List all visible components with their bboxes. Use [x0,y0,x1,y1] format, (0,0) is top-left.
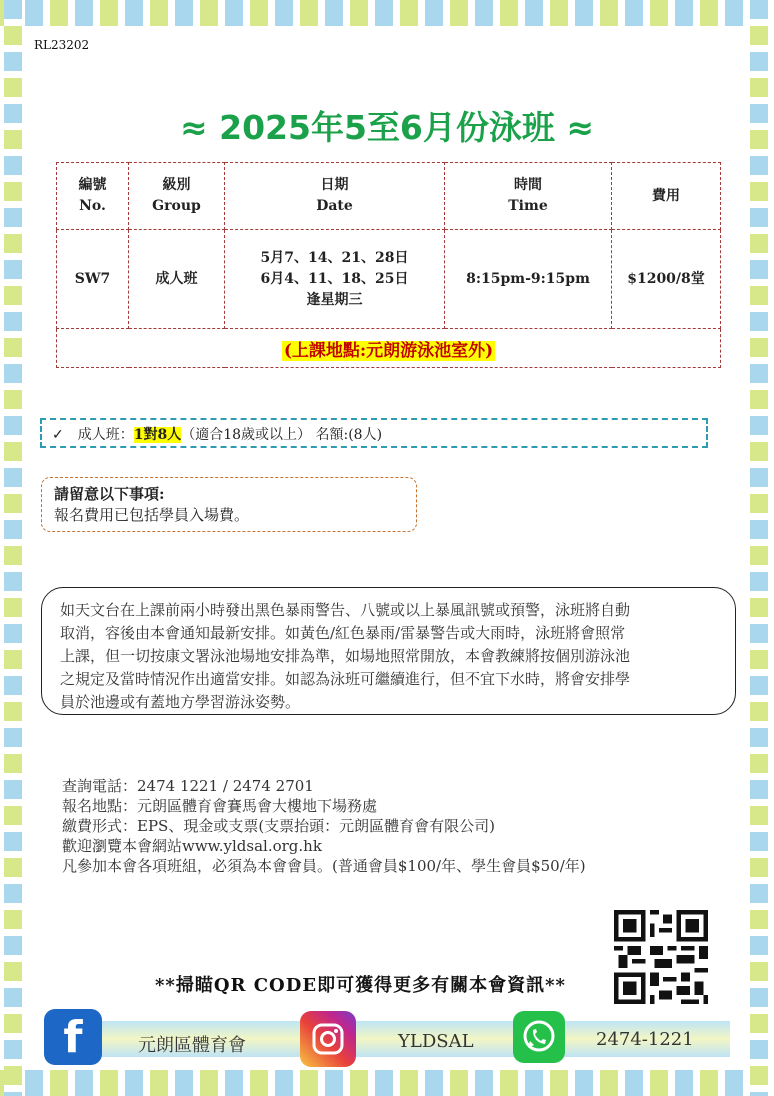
cell-time: 8:15pm-9:15pm [445,230,612,329]
class-info-label: 成人班： [77,427,134,443]
page-title: ≈ 2025年5至6月份泳班 ≈ [179,108,595,147]
header-group-en: Group [152,198,201,214]
document-code: RL23202 [34,38,90,52]
cell-location [57,329,721,368]
header-group-zh: 級別 [162,177,191,193]
checkered-border-left [4,0,22,1096]
weather-line: 如天文台在上課前兩小時發出黑色暴雨警告、八號或以上暴風訊號或預警，泳班將自動 [60,601,631,619]
header-date-zh: 日期 [320,177,349,193]
cell-no: SW7 [57,230,129,329]
qr-code[interactable] [614,910,708,1004]
qr-caption: **掃瞄QR CODE即可獲得更多有關本會資訊** [155,975,566,996]
cell-date [225,230,445,329]
class-info-details: （適合18歲或以上） 名額:(8人) [181,427,383,443]
class-info-box [40,418,708,448]
facebook-icon[interactable]: f [44,1009,102,1065]
location-text: (上課地點:元朗游泳池室外) [283,340,494,361]
contact-venue: 報名地點：元朗區體育會賽馬會大樓地下場務處 [62,797,378,815]
instagram-icon[interactable] [300,1011,356,1067]
checkered-border-bottom [0,1070,774,1096]
contact-phone: 查詢電話：2474 1221 / 2474 2701 [62,777,314,795]
header-time-zh: 時間 [514,177,542,193]
contact-website[interactable]: 歡迎瀏覽本會網站www.yldsal.org.hk [62,837,322,855]
date-line-june: 6月4、11、18、25日 [260,270,409,287]
cell-fee: $1200/8堂 [612,230,721,329]
weather-line: 取消，容後由本會通知最新安排。如黃色/紅色暴雨/雷暴警告或大雨時，泳班將會照常 [60,624,626,642]
weather-policy-box [41,587,736,715]
notice-title: 請留意以下事項: [54,485,165,503]
weather-line: 上課，但一切按康文署泳池場地安排為準，如場地照常開放，本會教練將按個別游泳池 [60,647,631,665]
whatsapp-icon[interactable] [513,1011,565,1063]
class-ratio-highlight: 1對8人 [133,427,182,443]
header-time [445,163,612,230]
table-header-row [57,163,721,230]
notice-box [41,477,417,532]
header-time-en: Time [508,198,548,214]
header-no-en: No. [79,198,106,214]
header-fee [612,163,721,230]
checkered-border-right [750,0,768,1096]
table-location-row [57,329,721,368]
whatsapp-text: 2474-1221 [596,1029,694,1050]
checkered-border-top [0,0,774,26]
contact-membership: 凡參加本會各項班組，必須為本會會員。(普通會員$100/年、學生會員$50/年) [62,857,586,875]
header-date-en: Date [316,198,353,214]
header-no-zh: 編號 [78,177,107,193]
date-line-weekday: 逢星期三 [306,291,363,308]
header-date [225,163,445,230]
contact-info [62,776,586,876]
date-line-may: 5月7、14、21、28日 [260,249,409,266]
cell-group: 成人班 [129,230,225,329]
instagram-text: YLDSAL [398,1031,474,1052]
header-fee-zh: 費用 [652,187,680,204]
header-group [129,163,225,230]
weather-line: 之規定及當時情況作出適當安排。如認為泳班可繼續進行，但不宜下水時，將會安排學 [60,670,631,688]
facebook-text: 元朗區體育會 [138,1035,246,1056]
header-no [57,163,129,230]
table-row [57,230,721,329]
notice-text: 報名費用已包括學員入場費。 [54,506,250,524]
weather-line: 員於池邊或有蓋地方學習游泳姿勢。 [60,693,301,711]
class-schedule-table [56,162,721,368]
check-icon: ✓ [52,427,64,443]
contact-payment: 繳費形式：EPS、現金或支票(支票抬頭：元朗區體育會有限公司) [62,817,496,835]
